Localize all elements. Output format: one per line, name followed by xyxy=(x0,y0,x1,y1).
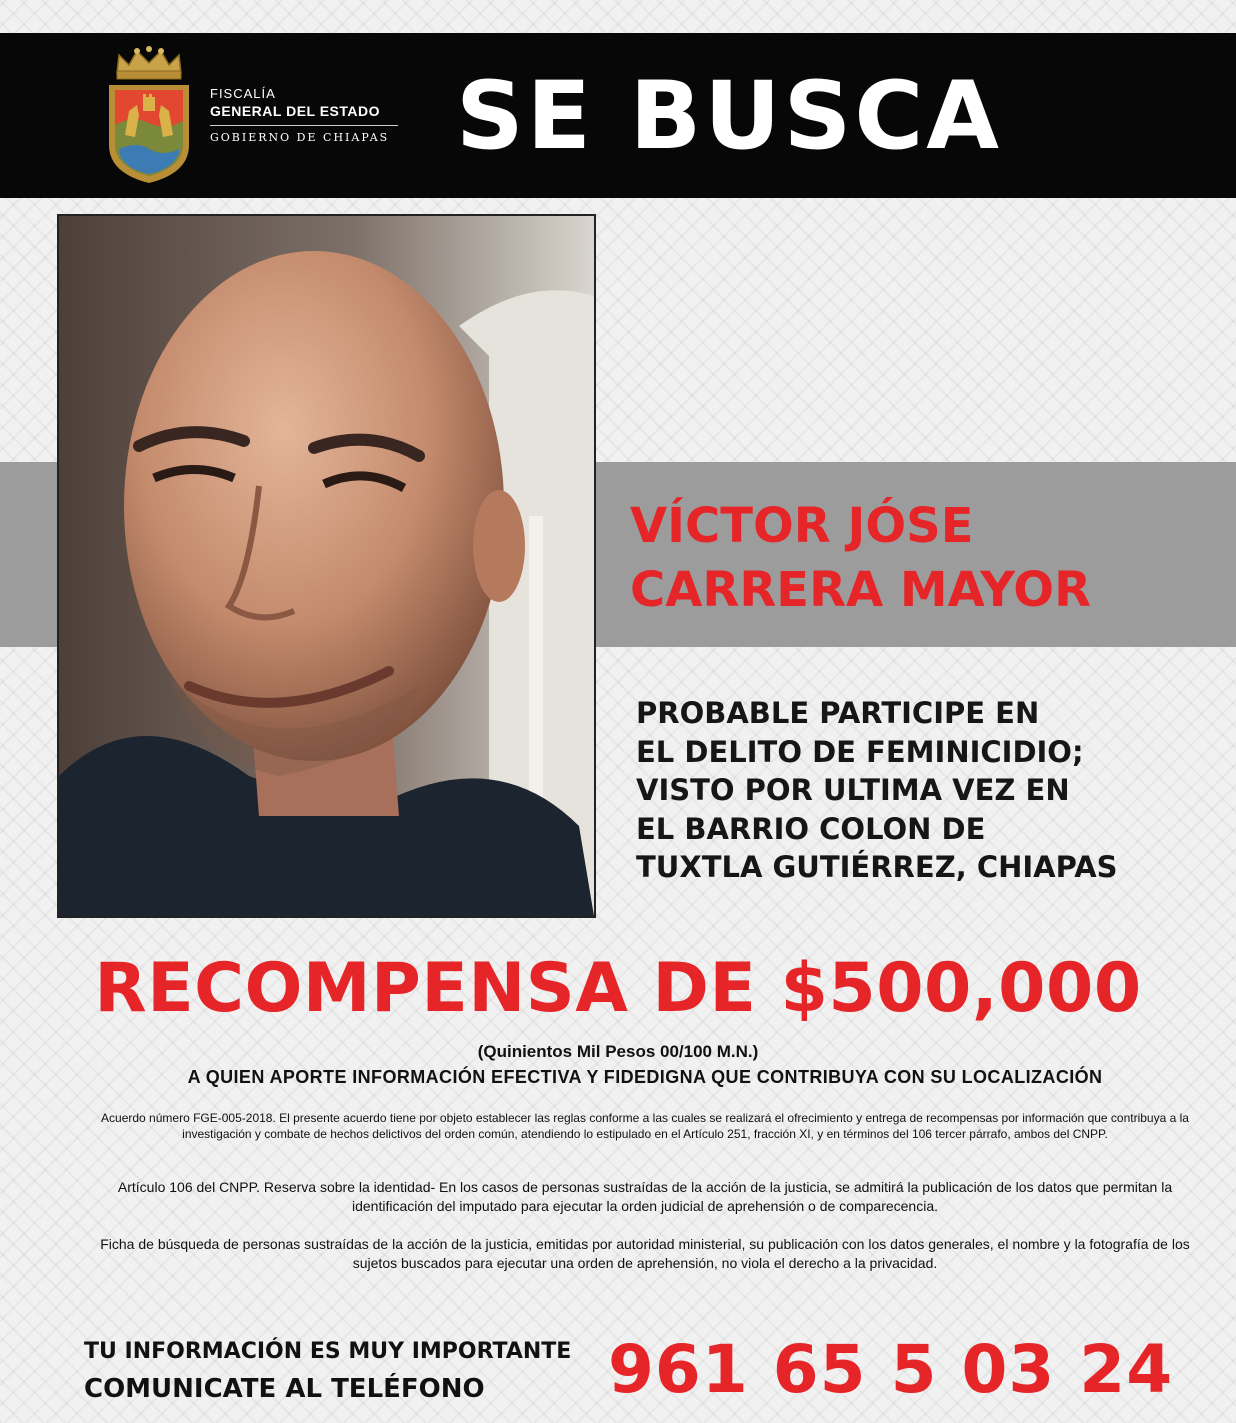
suspect-name-line-1: VÍCTOR JÓSE xyxy=(630,498,974,554)
suspect-photo xyxy=(57,214,596,918)
description-line: EL BARRIO COLON DE xyxy=(636,811,986,846)
wanted-headline: SE BUSCA xyxy=(456,62,1003,171)
contact-line-1: TU INFORMACIÓN ES MUY IMPORTANTE xyxy=(84,1339,572,1364)
description-line: VISTO POR ULTIMA VEZ EN xyxy=(636,773,1070,807)
suspect-name xyxy=(630,494,1220,622)
agency-line-1: FISCALÍA xyxy=(210,86,276,101)
contact-line-2: COMUNICATE AL TELÉFONO xyxy=(84,1374,485,1404)
contact-phone-number[interactable]: 961 65 5 03 24 xyxy=(608,1331,1174,1408)
description-line: TUXTLA GUTIÉRREZ, CHIAPAS xyxy=(636,850,1118,884)
suspect-name-line-2: CARRERA MAYOR xyxy=(630,562,1092,618)
portrait-illustration xyxy=(59,216,594,916)
chiapas-coat-of-arms xyxy=(103,45,195,185)
agency-line-2: GENERAL DEL ESTADO xyxy=(210,103,381,119)
reward-amount-words: (Quinientos Mil Pesos 00/100 M.N.) xyxy=(477,1042,759,1061)
description-line: EL DELITO DE FEMINICIDIO; xyxy=(636,734,1084,769)
suspect-description xyxy=(636,694,1226,887)
agency-divider xyxy=(210,125,398,126)
legal-paragraph-privacy: Ficha de búsqueda de personas sustraídas de la acción de la justicia, emitidas por autoridad ministerial, su publicación con los datos generales, el nombre y la fotografía de los sujetos buscados para ejecutar una orden de aprehensión, no viola el derecho a la privacidad. xyxy=(100,1236,1190,1271)
description-line: PROBABLE PARTICIPE EN xyxy=(636,696,1040,730)
reward-headline: RECOMPENSA DE $500,000 xyxy=(94,949,1142,1028)
legal-paragraph-agreement: Acuerdo número FGE-005-2018. El presente acuerdo tiene por objeto establecer las reglas conforme a las cuales se realizará el ofrecimiento y entrega de recompensas por información que contribuya a la investigación y combate de hechos delictivos del orden común, atendiendo lo estipulado en el Artículo 251, fracción XI, y en términos del 106 tercer párrafo, ambos del CNPP. xyxy=(101,1111,1189,1141)
reward-condition: A QUIEN APORTE INFORMACIÓN EFECTIVA Y FIDEDIGNA QUE CONTRIBUYA CON SU LOCALIZACIÓN xyxy=(187,1067,1103,1087)
agency-name xyxy=(210,86,398,145)
contact-prompt xyxy=(84,1334,584,1408)
legal-paragraph-article-106: Artículo 106 del CNPP. Reserva sobre la identidad- En los casos de personas sustraídas de la acción de la justicia, se admitirá la publicación de los datos que permitan la identificación del imputado para ejecutar la orden judicial de aprehensión o de comparecencia. xyxy=(117,1179,1173,1214)
agency-line-3: GOBIERNO DE CHIAPAS xyxy=(210,131,390,144)
